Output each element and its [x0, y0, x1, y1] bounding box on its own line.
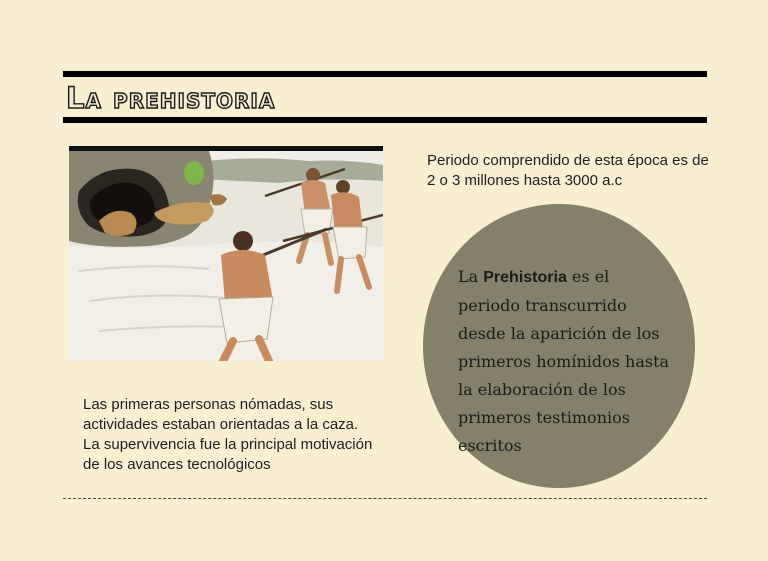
definition-lead: La — [458, 267, 484, 286]
cave-hunt-scene — [69, 151, 383, 361]
bottom-divider — [63, 498, 707, 499]
definition-body: es el periodo transcurrido desde la aparición de los primeros homínidos hasta la elaboración de los primeros testimonios escritos — [458, 267, 670, 455]
period-description: Periodo comprendido de esta época es de 2 o 3 millones hasta 3000 a.c — [427, 152, 709, 189]
nomads-description: Las primeras personas nómadas, sus actividades estaban orientadas a la caza. La supervivencia fue la principal motivación de los avances tecnológicos — [83, 396, 373, 473]
title-bottom-rule — [63, 117, 707, 123]
prehistory-definition — [458, 263, 673, 460]
hunting-illustration — [69, 146, 383, 361]
definition-keyword: Prehistoria — [483, 269, 567, 286]
title-top-rule — [63, 71, 707, 77]
page-title: La prehistoria — [66, 81, 276, 115]
